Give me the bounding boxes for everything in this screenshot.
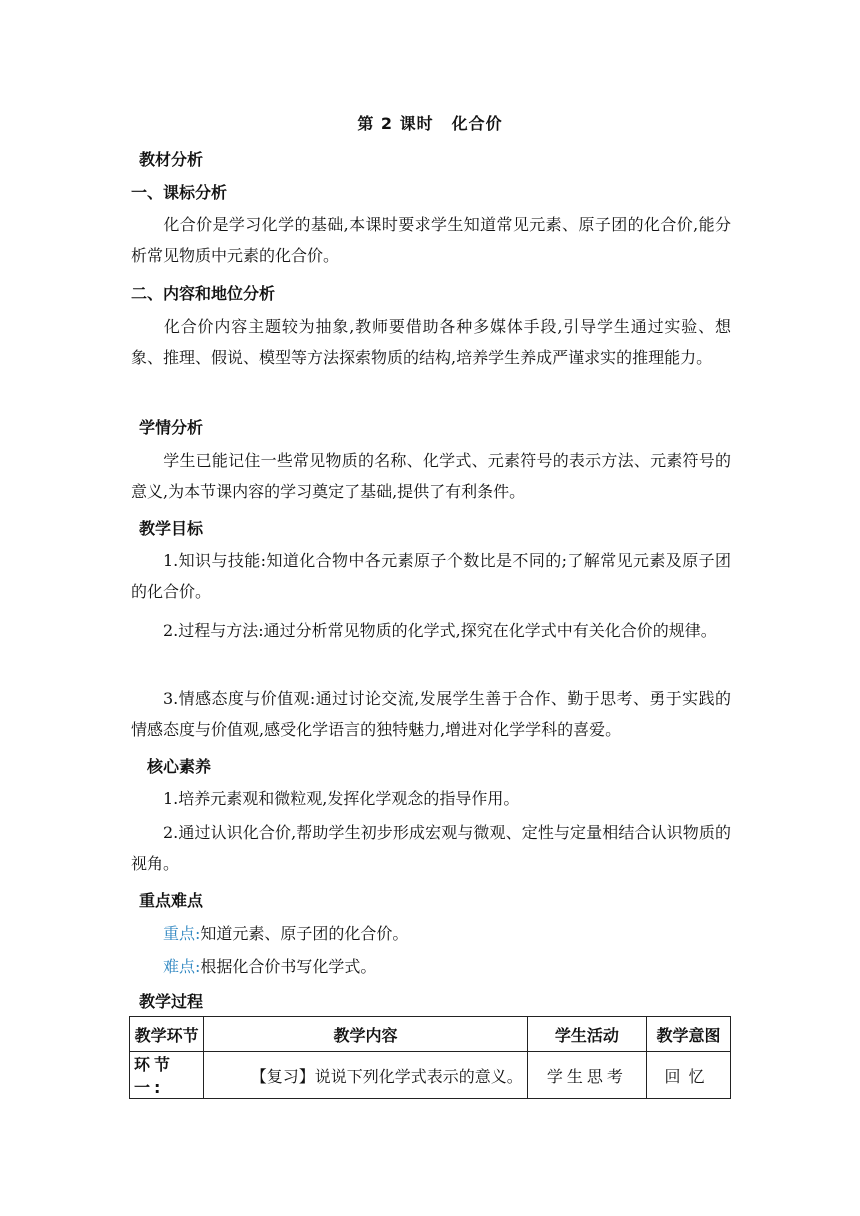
difficult-point-text: 根据化合价书写化学式。: [200, 957, 377, 976]
key-point-label: 重点:: [163, 924, 201, 943]
goal-2: 2.过程与方法:通过分析常见物质的化学式,探究在化学式中有关化合价的规律。: [163, 621, 717, 640]
heading-material-analysis: 教材分析: [139, 150, 204, 169]
table-header-cell: 教学意图: [646, 1017, 730, 1052]
table-header-row: [130, 1017, 731, 1052]
table-row: [130, 1052, 731, 1099]
heading-key-difficult: 重点难点: [139, 891, 204, 910]
heading-curriculum: 一、课标分析: [131, 183, 228, 202]
table-header-cell: 学生活动: [527, 1017, 646, 1052]
paragraph-student: 学生已能记住一些常见物质的名称、化学式、元素符号的表示方法、元素符号的意义,为本节课内容的学习奠定了基础,提供了有利条件。: [131, 451, 731, 501]
heading-teaching-goals: 教学目标: [139, 519, 204, 538]
key-point: [131, 918, 731, 949]
paragraph-curriculum: 化合价是学习化学的基础,本课时要求学生知道常见元素、原子团的化合价,能分析常见物质中元素的化合价。: [131, 215, 731, 265]
paragraph-content: 化合价内容主题较为抽象,教师要借助各种多媒体手段,引导学生通过实验、想象、推理、假说、模型等方法探索物质的结构,培养学生养成严谨求实的推理能力。: [131, 317, 731, 367]
difficult-point-label: 难点:: [163, 957, 201, 976]
table-cell-content: 【复习】说说下列化学式表示的意义。: [204, 1052, 527, 1099]
heading-core-literacy: 核心素养: [147, 757, 212, 776]
table-header-cell: 教学环节: [130, 1017, 204, 1052]
table-cell-stage: 环节一:: [130, 1052, 204, 1099]
key-point-text: 知道元素、原子团的化合价。: [200, 924, 409, 943]
teaching-process-table: [129, 1016, 731, 1099]
table-header-cell: 教学内容: [204, 1017, 527, 1052]
table-cell-intent: 回忆: [646, 1052, 730, 1099]
literacy-1: 1.培养元素观和微粒观,发挥化学观念的指导作用。: [163, 789, 520, 808]
literacy-2: 2.通过认识化合价,帮助学生初步形成宏观与微观、定性与定量相结合认识物质的视角。: [131, 823, 731, 873]
lesson-title: [0, 111, 860, 134]
goal-1: 1.知识与技能:知道化合物中各元素原子个数比是不同的;了解常见元素及原子团的化合价。: [131, 551, 731, 601]
heading-student-analysis: 学情分析: [139, 418, 204, 437]
goal-3: 3.情感态度与价值观:通过讨论交流,发展学生善于合作、勤于思考、勇于实践的情感态度与价值观,感受化学语言的独特魅力,增进对化学学科的喜爱。: [131, 689, 731, 739]
lesson-topic: 化合价: [451, 114, 503, 133]
heading-teaching-process: 教学过程: [139, 992, 204, 1011]
lesson-number: 第 2 课时: [357, 114, 434, 133]
heading-content-position: 二、内容和地位分析: [131, 284, 276, 303]
difficult-point: [131, 951, 731, 982]
table-cell-activity: 学生思考: [527, 1052, 646, 1099]
